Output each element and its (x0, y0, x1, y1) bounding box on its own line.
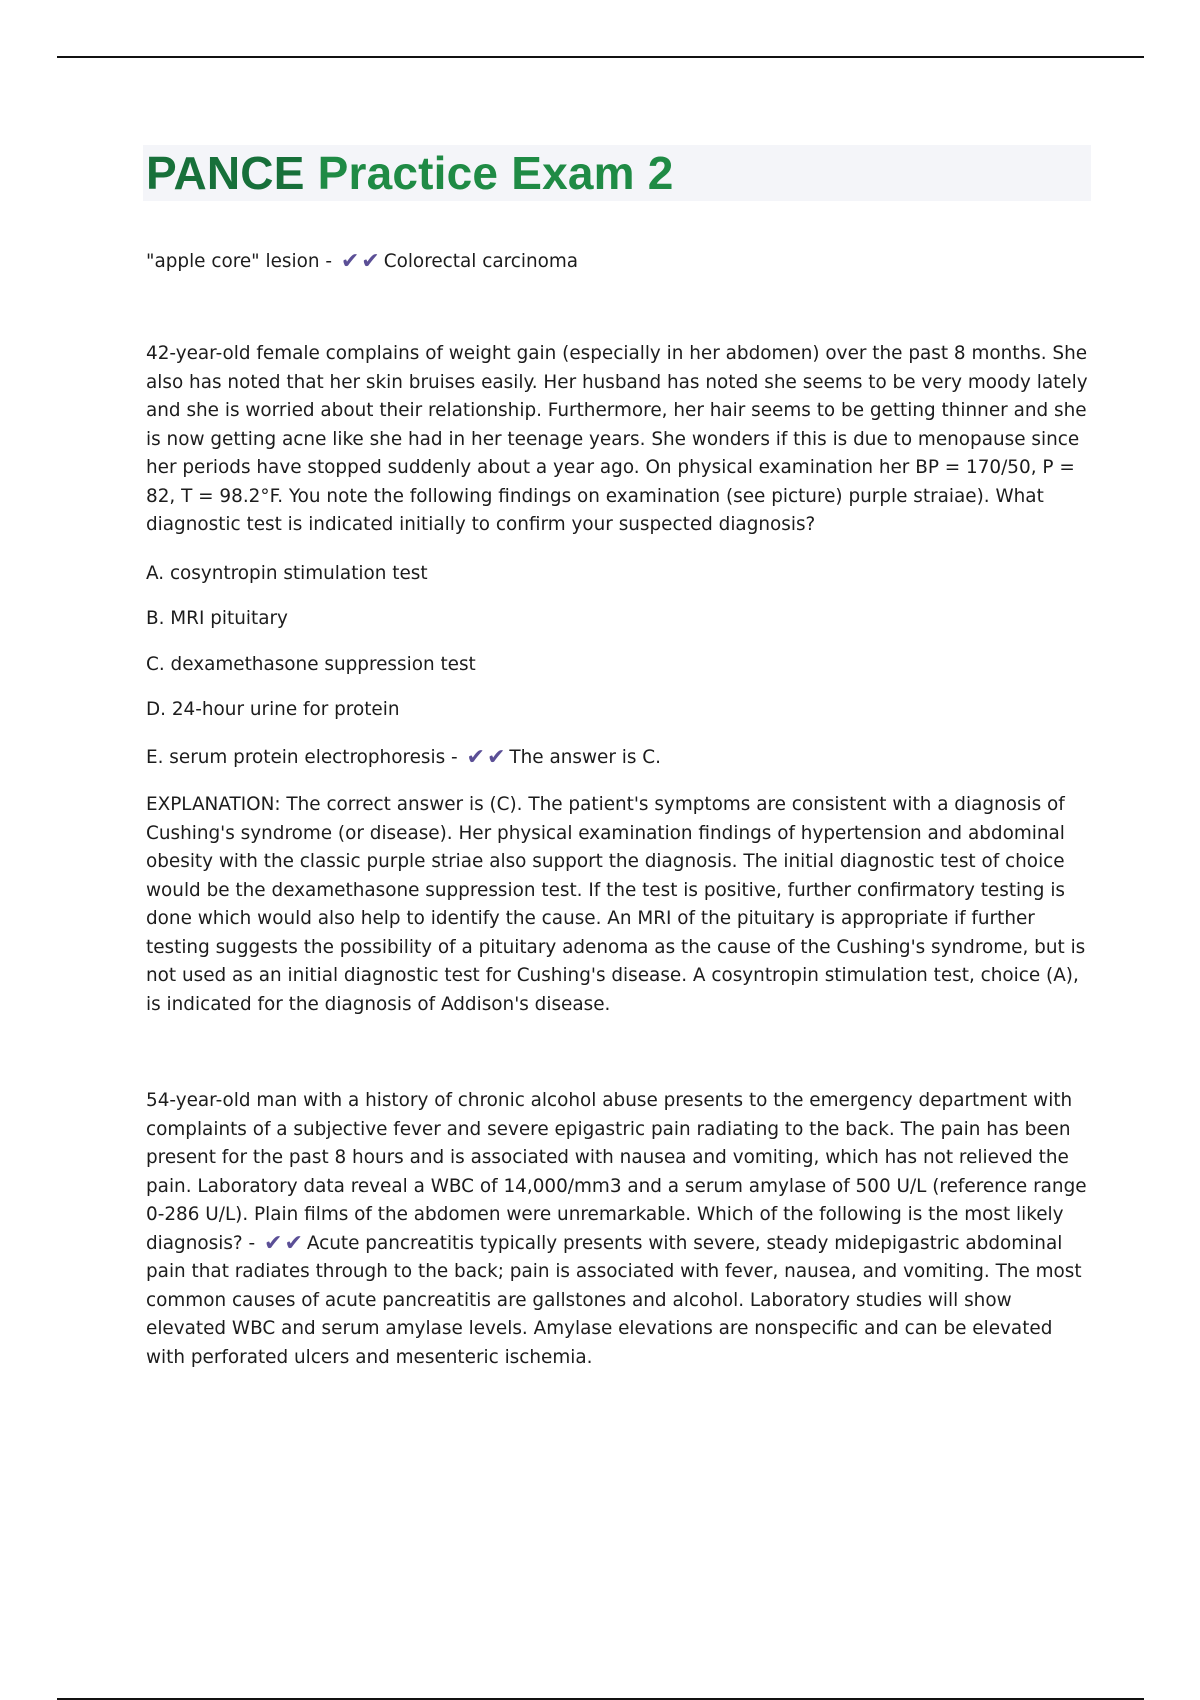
qa-apple-core (146, 248, 1096, 277)
option-e (146, 744, 1096, 773)
qa-cushing-stem: 42-year-old female complains of weight gain (especially in her abdomen) over the past 8 months. She also has noted that her skin bruises easily. Her husband has noted she seems to be very moody lately and she is worried about their relationship. Furthermore, her hair seems to be getting thinner and she is now getting acne like she had in her teenage years. She wonders if this is due to menopause since her periods have stopped suddenly about a year ago. On physical examination her BP = 170/50, P = 82, T = 98.2°F. You note the following findings on examination (see picture) purple straiae). What diagnostic test is indicated initially to confirm your suspected diagnosis? (146, 343, 1088, 535)
check-icon: ✔ (361, 249, 380, 274)
check-icon: ✔ (284, 1230, 303, 1256)
option-c: C. dexamethasone suppression test (146, 654, 476, 675)
option-d: D. 24-hour urine for protein (146, 699, 400, 720)
question-text: 54-year-old man with a history of chronic alcohol abuse presents to the emergency department with complaints of a subjective fever and severe epigastric pain radiating to the back. The pain has been present for the past 8 hours and is associated with nausea and vomiting, which has not relieved the pain. Laboratory data reveal a WBC of 14,000/mm3 and a serum amylase of 500 U/L (reference range 0-286 U/L). Plain films of the abdomen were unremarkable. Which of the following is the most likely diagnosis? - (146, 1090, 1087, 1254)
answer-text: Colorectal carcinoma (383, 251, 579, 272)
option-a: A. cosyntropin stimulation test (146, 563, 428, 584)
answer-text: Acute pancreatitis typically presents with severe, steady midepigastric abdominal pain that radiates through to the back; pain is associated with fever, nausea, and vomiting. The most common causes of acute pancreatitis are gallstones and alcohol. Laboratory studies will show elevated WBC and serum amylase levels. Amylase elevations are nonspecific and can be elevated with perforated ulcers and mesenteric ischemia. (146, 1232, 1082, 1368)
title-word-pance: PANCE (146, 147, 305, 199)
question-text: "apple core" lesion - (146, 251, 332, 272)
qa-pancreatitis (146, 1087, 1096, 1372)
explanation-text: EXPLANATION: The correct answer is (C). The patient's symptoms are consistent with a diagnosis of Cushing's syndrome (or disease). Her physical examination findings of hypertension and abdominal obesity with the classic purple striae also support the diagnosis. The initial diagnostic test of choice would be the dexamethasone suppression test. If the test is positive, further confirmatory testing is done which would also help to identify the cause. An MRI of the pituitary is appropriate if further testing suggests the possibility of a pituitary adenoma as the cause of the Cushing's syndrome, but is not used as an initial diagnostic test for Cushing's disease. A cosyntropin stimulation test, choice (A), is indicated for the diagnosis of Addison's disease. (146, 794, 1086, 1015)
option-b: B. MRI pituitary (146, 608, 288, 629)
check-icon: ✔ (466, 745, 485, 770)
page-title (146, 146, 674, 200)
checkmark-pair (466, 744, 507, 773)
checkmark-pair (263, 1230, 304, 1259)
header-rule (57, 56, 1144, 58)
check-icon: ✔ (486, 745, 506, 770)
title-rest: Practice Exam 2 (317, 147, 674, 199)
option-e-text: E. serum protein electrophoresis - (146, 747, 458, 768)
check-icon: ✔ (340, 249, 360, 274)
checkmark-pair (340, 248, 381, 277)
answer-text: The answer is C. (509, 747, 661, 768)
check-icon: ✔ (264, 1230, 283, 1256)
